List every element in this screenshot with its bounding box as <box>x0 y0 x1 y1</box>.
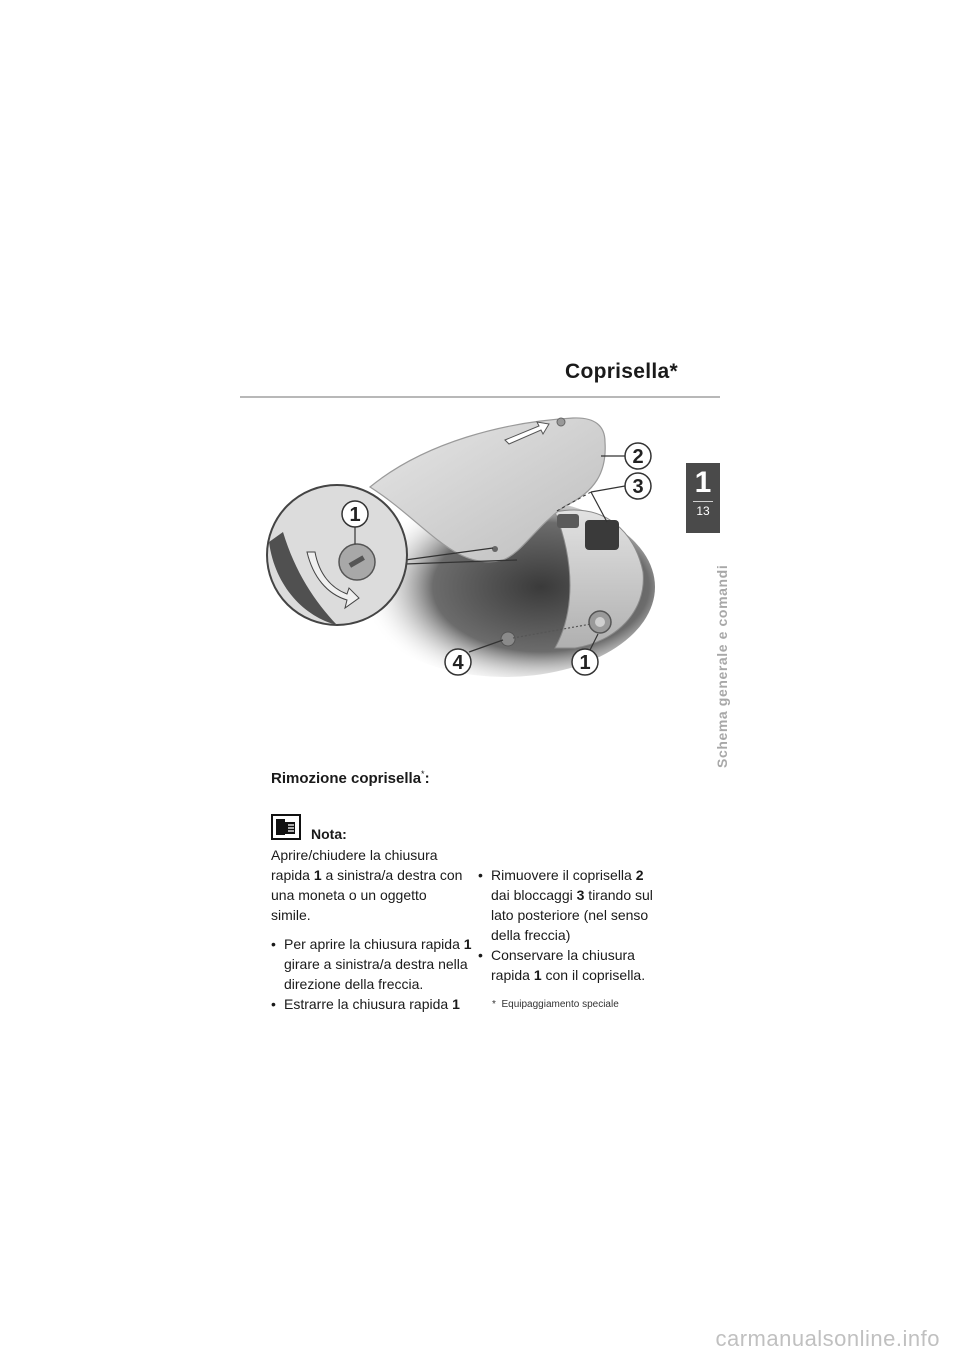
section-title: Rimozione coprisella <box>271 770 422 787</box>
section-asterisk: * <box>421 769 425 779</box>
right-bullets <box>478 865 678 1015</box>
callout-label: 2 <box>632 446 644 468</box>
quick-release-shape <box>595 617 605 627</box>
chapter-tab <box>686 463 720 533</box>
latch-block-shape <box>585 520 619 550</box>
note-line: una moneta o un oggetto <box>271 887 427 903</box>
note-body <box>271 845 476 925</box>
callout-leader-shape <box>591 486 625 492</box>
header-rule <box>240 396 720 398</box>
section-heading <box>271 769 430 787</box>
list-item: • Per aprire la chiusura rapida 1 girare a sinistra/a destra nella direzione della freccia. <box>271 934 476 994</box>
callout-4 <box>445 649 471 675</box>
callout-1-fastener <box>572 649 598 675</box>
section-colon: : <box>424 770 430 787</box>
watermark-text: carmanualsonline.info <box>715 1326 940 1351</box>
left-bullets <box>271 934 476 1014</box>
chapter-number: 1 <box>694 466 712 499</box>
callout-label: 1 <box>349 504 361 526</box>
note-icon <box>271 814 301 840</box>
callout-2 <box>625 443 651 469</box>
footnote: * Equipaggiamento speciale <box>492 999 619 1010</box>
callout-label: 1 <box>579 652 591 674</box>
callout-3 <box>625 473 651 499</box>
note-line: Aprire/chiudere la chiusura <box>271 847 438 863</box>
callout-1-magnifier <box>342 501 368 527</box>
tether-anchor-shape <box>501 632 515 646</box>
note-line: rapida 1 a sinistra/a destra con <box>271 867 463 883</box>
cover-knob-shape <box>557 418 565 426</box>
latch-block-shape <box>557 514 579 528</box>
list-item: • Rimuovere il coprisella 2 dai bloccaggi 3 tirando sul lato posteriore (nel senso della freccia) <box>478 865 678 945</box>
chapter-side-label: Schema generale e comandi <box>714 564 730 768</box>
seat-cover-illustration <box>255 402 675 700</box>
callout-label: 4 <box>452 652 464 674</box>
note-line: simile. <box>271 907 311 923</box>
list-item: • Conservare la chiusura rapida 1 con il coprisella. <box>478 945 678 985</box>
tab-divider <box>693 501 713 502</box>
cover-pin-shape <box>492 546 498 552</box>
list-item: • Estrarre la chiusura rapida 1 <box>271 994 476 1014</box>
page-number: 13 <box>696 504 710 518</box>
note-label: Nota: <box>311 826 347 842</box>
callout-label: 3 <box>632 476 644 498</box>
page-title: Coprisella* <box>564 360 678 383</box>
